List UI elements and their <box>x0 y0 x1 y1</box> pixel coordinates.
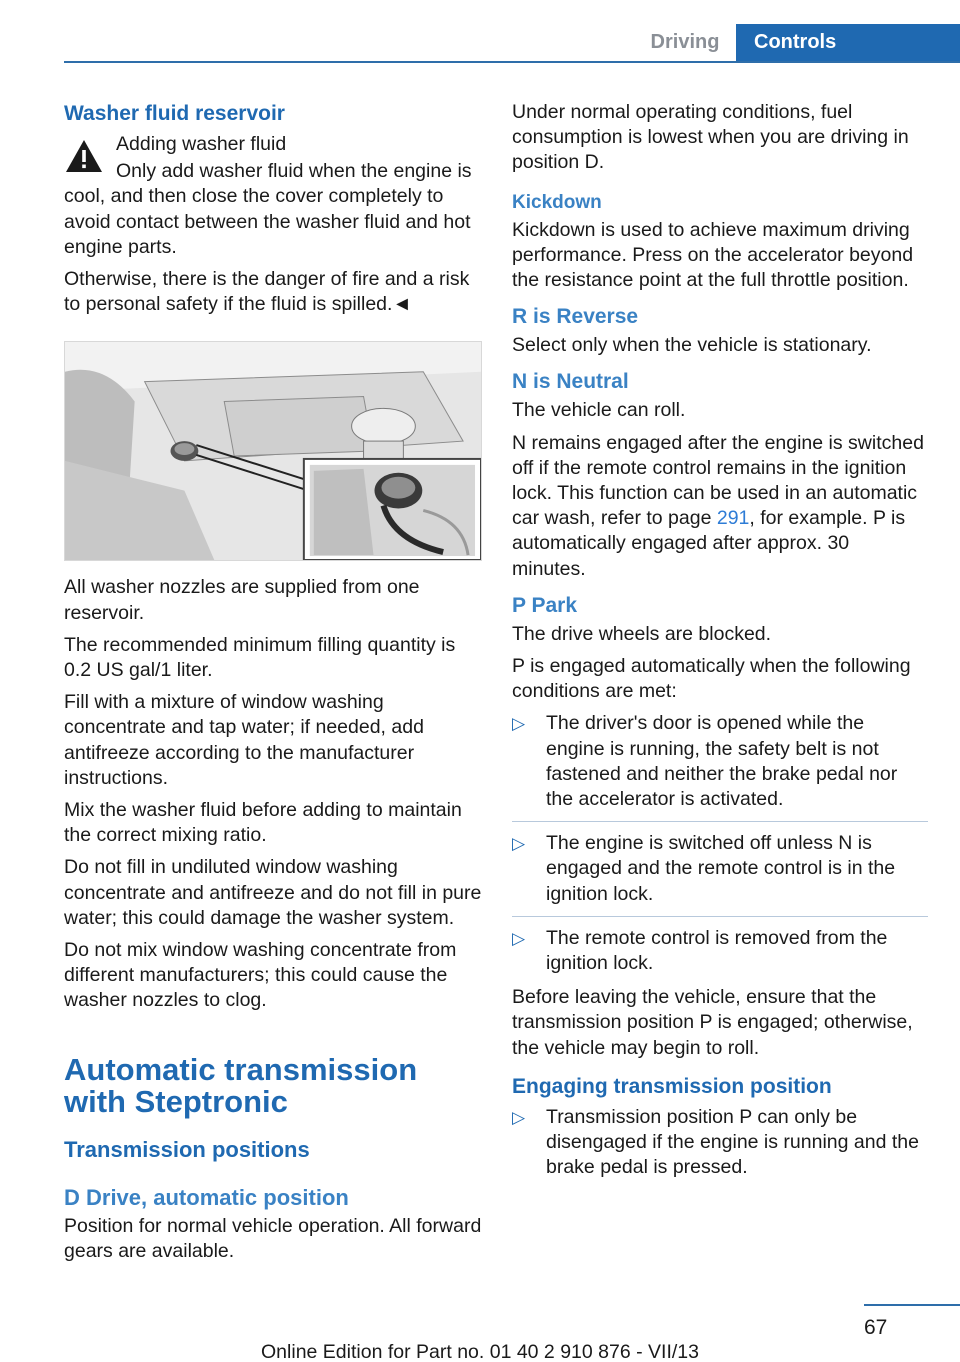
page-header <box>0 0 960 64</box>
park-body2: P is engaged automatically when the following conditions are met: <box>512 655 911 703</box>
triangle-bullet-icon: ▷ <box>512 928 526 948</box>
list-item <box>512 926 928 976</box>
page-number-rule <box>864 1304 960 1306</box>
paragraph-manufacturers: Do not mix window washing concentrate from different manufacturers; this could cause the washer nozzles to clog. <box>64 939 457 1012</box>
paragraph-mix-ratio: Mix the washer fluid before adding to maintain the correct mixing ratio. <box>64 799 462 847</box>
section-tab-controls[interactable]: Controls <box>736 24 960 61</box>
neutral-body1: The vehicle can roll. <box>512 399 686 422</box>
left-column <box>64 100 484 1271</box>
page-number: 67 <box>864 1316 888 1339</box>
page-link-291[interactable]: 291 <box>716 507 750 530</box>
paragraph-nozzles: All washer nozzles are supplied from one reservoir. <box>64 576 420 624</box>
paragraph-undiluted: Do not fill in undiluted window washing concentrate and antifreeze and do not fill in pure water; this could damage the washer system. <box>64 856 482 929</box>
list-divider <box>512 821 928 822</box>
neutral-body2 <box>512 431 928 582</box>
warning-title: Adding washer fluid <box>116 133 287 155</box>
neutral-body2-start: N remains engaged after the engine is switched off if the remote control remains in the ignition lock. This function can be used in an automatic car wash, refer to page <box>512 431 924 530</box>
kickdown-body: Kickdown is used to achieve maximum driving performance. Press on the accelerator beyond the resistance point at the full throttle position. <box>512 218 914 292</box>
warning-triangle-icon <box>64 138 104 174</box>
neutral-heading: N is Neutral <box>512 370 629 394</box>
engaging-heading: Engaging transmission position <box>512 1074 832 1098</box>
neutral-body2-end: , for example. P is automatically engaged after approx. 30 minutes. <box>512 507 906 580</box>
section-tab-driving[interactable]: Driving <box>650 31 720 53</box>
park-body1: The drive wheels are blocked. <box>512 622 772 645</box>
warning-body <box>64 159 484 260</box>
triangle-bullet-icon: ▷ <box>512 714 526 734</box>
kickdown-heading: Kickdown <box>512 191 602 213</box>
paragraph-mixture: Fill with a mixture of window washing concentrate and tap water; if needed, add antifreeze according to the manufacturer instructions. <box>64 691 424 789</box>
reverse-heading: R is Reverse <box>512 305 639 329</box>
washer-heading: Washer fluid reservoir <box>64 102 285 125</box>
park-conditions-list <box>512 711 928 976</box>
list-divider <box>512 916 928 917</box>
triangle-bullet-icon: ▷ <box>512 1107 526 1127</box>
warning-body2: Otherwise, there is the danger of fire and a risk to personal safety if the fluid is spilled.◄ <box>64 268 470 316</box>
drive-body: Position for normal vehicle operation. All forward gears are available. <box>64 1214 482 1262</box>
list-item <box>512 1105 928 1181</box>
list-item-text: The driver's door is opened while the engine is running, the safety belt is not fastened and neither the brake pedal nor the accelerator is activated. <box>546 712 898 811</box>
header-rule <box>64 61 960 63</box>
transmission-positions-heading: Transmission positions <box>64 1136 310 1162</box>
right-column <box>512 100 928 1190</box>
list-item-text: The engine is switched off unless N is engaged and the remote control is in the ignition lock. <box>546 832 896 905</box>
triangle-bullet-icon: ▷ <box>512 834 526 854</box>
park-body3: Before leaving the vehicle, ensure that the transmission position P is engaged; otherwise, the vehicle may begin to roll. <box>512 986 913 1059</box>
list-item-text: Transmission position P can only be disengaged if the engine is running and the brake pedal is pressed. <box>546 1105 919 1179</box>
warning-block <box>64 132 484 317</box>
list-item <box>512 831 928 907</box>
list-item-text: The remote control is removed from the ignition lock. <box>546 926 888 975</box>
fuel-consumption-paragraph: Under normal operating conditions, fuel consumption is lowest when you are driving in position D. <box>512 101 909 174</box>
paragraph-quantity: The recommended minimum filling quantity is 0.2 US gal/1 liter. <box>64 633 456 682</box>
edition-footer: Online Edition for Part no. 01 40 2 910 876 - VII/13 <box>261 1341 699 1362</box>
engine-bay-image <box>64 341 482 561</box>
drive-heading: D Drive, automatic position <box>64 1184 349 1210</box>
list-item <box>512 711 928 812</box>
warning-body-text: Only add washer fluid when the engine is cool, and then close the cover completely to avoid contact between the washer fluid and hot engine parts. <box>64 160 472 258</box>
reverse-body: Select only when the vehicle is stationary. <box>512 334 872 357</box>
park-heading: P Park <box>512 593 577 617</box>
engaging-list <box>512 1105 928 1181</box>
automatic-transmission-heading: Automatic transmission with Steptronic <box>64 1051 418 1119</box>
